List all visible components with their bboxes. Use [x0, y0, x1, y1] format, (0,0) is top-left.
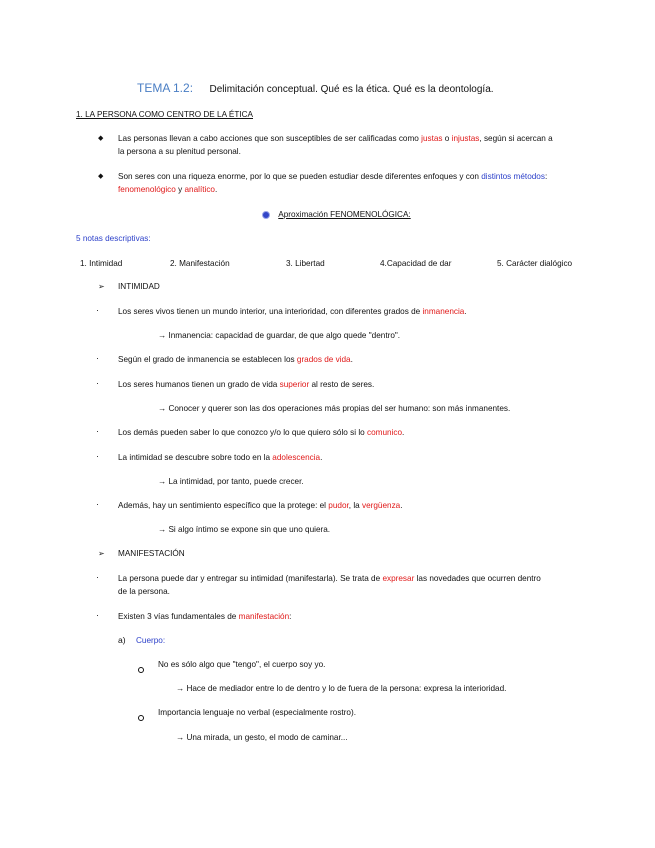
arrow-right-icon: →	[158, 525, 169, 534]
document-title	[137, 79, 494, 97]
section-heading: 1. LA PERSONA COMO CENTRO DE LA ÉTICA	[76, 110, 253, 119]
list-label: a)	[118, 635, 126, 645]
sub-point: → Una mirada, un gesto, el modo de caminar...	[176, 733, 348, 742]
notes-heading: 5 notas descriptivas:	[76, 234, 151, 243]
ring-bullet-icon	[138, 660, 144, 678]
arrow-right-icon: →	[158, 331, 169, 340]
dot-bullet-icon: ·	[96, 572, 99, 582]
paragraph: Los seres vivos tienen un mundo interior, una interioridad, con diferentes grados de inmanencia.	[118, 307, 467, 316]
title-text: Delimitación conceptual. Qué es la ética. Qué es la deontología.	[209, 84, 494, 95]
arrow-right-icon: →	[176, 684, 187, 693]
paragraph: La persona puede dar y entregar su intimidad (manifestarla). Se trata de expresar las novedades que ocurren dentro	[118, 574, 541, 583]
dot-bullet-icon: ·	[96, 305, 99, 315]
bullet-text: Son seres con una riqueza enorme, por lo que se pueden estudiar desde diferentes enfoques y con distintos métodos:	[118, 172, 548, 181]
note-item: 5. Carácter dialógico	[497, 259, 573, 268]
bullet-text: Las personas llevan a cabo acciones que son susceptibles de ser calificadas como justas o injustas, según si acercan a	[118, 134, 553, 143]
title-number: TEMA 1.2:	[137, 81, 194, 95]
arrow-right-icon: →	[176, 733, 187, 742]
paragraph: Además, hay un sentimiento específico que la protege: el pudor, la vergüenza.	[118, 501, 403, 510]
paragraph: Importancia lenguaje no verbal (especialmente rostro).	[158, 708, 356, 717]
sub-point: → Conocer y querer son las dos operaciones más propias del ser humano: son más inmanentes.	[158, 404, 511, 413]
bullet-text-cont: fenomenológico y analítico.	[118, 185, 218, 194]
ring-bullet-icon	[138, 708, 144, 726]
dot-bullet-icon: ·	[96, 499, 99, 509]
dot-bullet-icon: ·	[96, 451, 99, 461]
diamond-bullet-icon: ◆	[98, 173, 104, 180]
paragraph: Existen 3 vías fundamentales de manifestación:	[118, 612, 292, 621]
subsection-heading: INTIMIDAD	[118, 282, 160, 291]
approach-heading: Aproximación FENOMENOLÓGICA:	[262, 209, 411, 221]
paragraph: Los demás pueden saber lo que conozco y/o lo que quiero sólo si lo comunico.	[118, 428, 405, 437]
sub-point: → La intimidad, por tanto, puede crecer.	[158, 477, 304, 486]
paragraph: Según el grado de inmanencia se establecen los grados de vida.	[118, 355, 353, 364]
diamond-bullet-icon: ◆	[98, 135, 104, 142]
dot-bullet-icon: ·	[96, 426, 99, 436]
gear-icon	[262, 211, 270, 219]
note-item: 3. Libertad	[286, 259, 325, 268]
arrow-right-icon: →	[158, 477, 169, 486]
sub-point: → Inmanencia: capacidad de guardar, de que algo quede "dentro".	[158, 331, 401, 340]
arrow-bullet-icon: ➢	[98, 549, 105, 558]
paragraph: La intimidad se descubre sobre todo en la adolescencia.	[118, 453, 323, 462]
sub-point: → Hace de mediador entre lo de dentro y lo de fuera de la persona: expresa la interioridad.	[176, 684, 507, 693]
note-item: 2. Manifestación	[170, 259, 230, 268]
arrow-right-icon: →	[158, 404, 169, 413]
dot-bullet-icon: ·	[96, 610, 99, 620]
subsection-heading: MANIFESTACIÓN	[118, 549, 185, 558]
note-item: 1. Intimidad	[80, 259, 123, 268]
dot-bullet-icon: ·	[96, 353, 99, 363]
bullet-text-cont: la persona a su plenitud personal.	[118, 147, 241, 156]
paragraph: No es sólo algo que "tengo", el cuerpo soy yo.	[158, 660, 326, 669]
arrow-bullet-icon: ➢	[98, 282, 105, 291]
note-item: 4.Capacidad de dar	[380, 259, 452, 268]
paragraph-cont: de la persona.	[118, 587, 170, 596]
sub-point: → Si algo íntimo se expone sin que uno quiera.	[158, 525, 331, 534]
list-item-heading: Cuerpo:	[136, 636, 166, 645]
dot-bullet-icon: ·	[96, 378, 99, 388]
paragraph: Los seres humanos tienen un grado de vida superior al resto de seres.	[118, 380, 375, 389]
